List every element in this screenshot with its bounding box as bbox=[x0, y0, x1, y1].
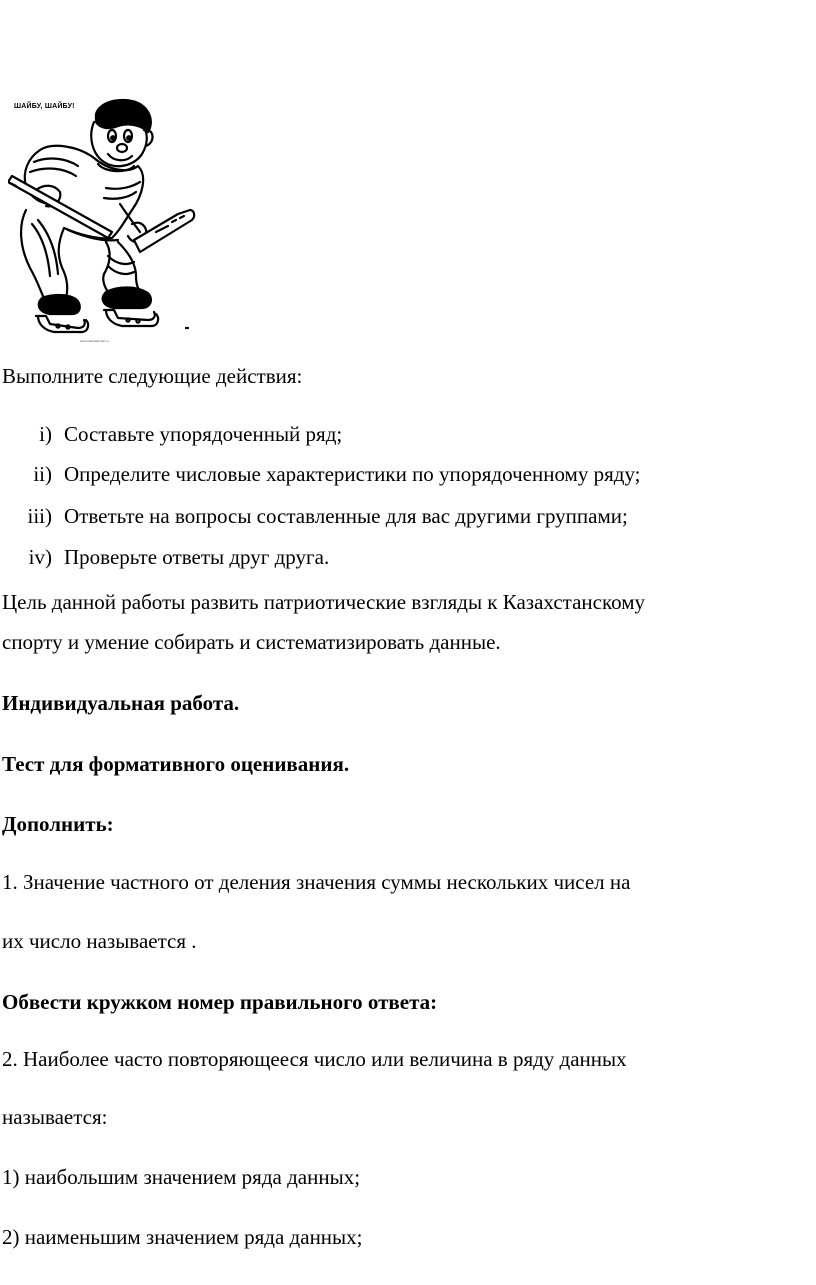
answer-option-2: 2) наименьшим значением ряда данных; bbox=[2, 1225, 363, 1249]
step-number: iii) bbox=[27, 504, 52, 528]
heading-test: Тест для формативного оценивания. bbox=[2, 752, 350, 776]
step-number: ii) bbox=[33, 462, 52, 486]
heading-fill: Дополнить: bbox=[2, 812, 114, 836]
illustration-caption-top: ШАЙБУ, ШАЙБУ! bbox=[14, 103, 75, 110]
goal-text-line1: Цель данной работы развить патриотические взгляды к Казахстанскому bbox=[2, 590, 645, 614]
answer-option-1: 1) наибольшим значением ряда данных; bbox=[2, 1165, 361, 1189]
question-2-line1: 2. Наиболее часто повторяющееся число или величина в ряду данных bbox=[2, 1047, 627, 1071]
question-1-line1: 1. Значение частного от деления значения суммы нескольких чисел на bbox=[2, 870, 631, 894]
step-text: Ответьте на вопросы составленные для вас другими группами; bbox=[64, 504, 628, 528]
step-number: iv) bbox=[28, 545, 52, 569]
goal-text-line2: спорту и умение собирать и систематизировать данные. bbox=[2, 630, 501, 654]
illustration-caption-bottom: www.raskraski-deti.ru bbox=[80, 339, 109, 343]
question-1-line2: их число называется . bbox=[2, 929, 197, 953]
question-2-line2: называется: bbox=[2, 1105, 108, 1129]
heading-individual: Индивидуальная работа. bbox=[2, 691, 240, 715]
step-text: Составьте упорядоченный ряд; bbox=[64, 422, 343, 446]
step-text: Определите числовые характеристики по упорядоченному ряду; bbox=[64, 462, 641, 486]
step-number: i) bbox=[39, 422, 52, 446]
hockey-player-illustration bbox=[8, 92, 198, 347]
heading-circle-answer: Обвести кружком номер правильного ответа: bbox=[2, 990, 438, 1014]
intro-text: Выполните следующие действия: bbox=[2, 364, 303, 388]
step-text: Проверьте ответы друг друга. bbox=[64, 545, 330, 569]
